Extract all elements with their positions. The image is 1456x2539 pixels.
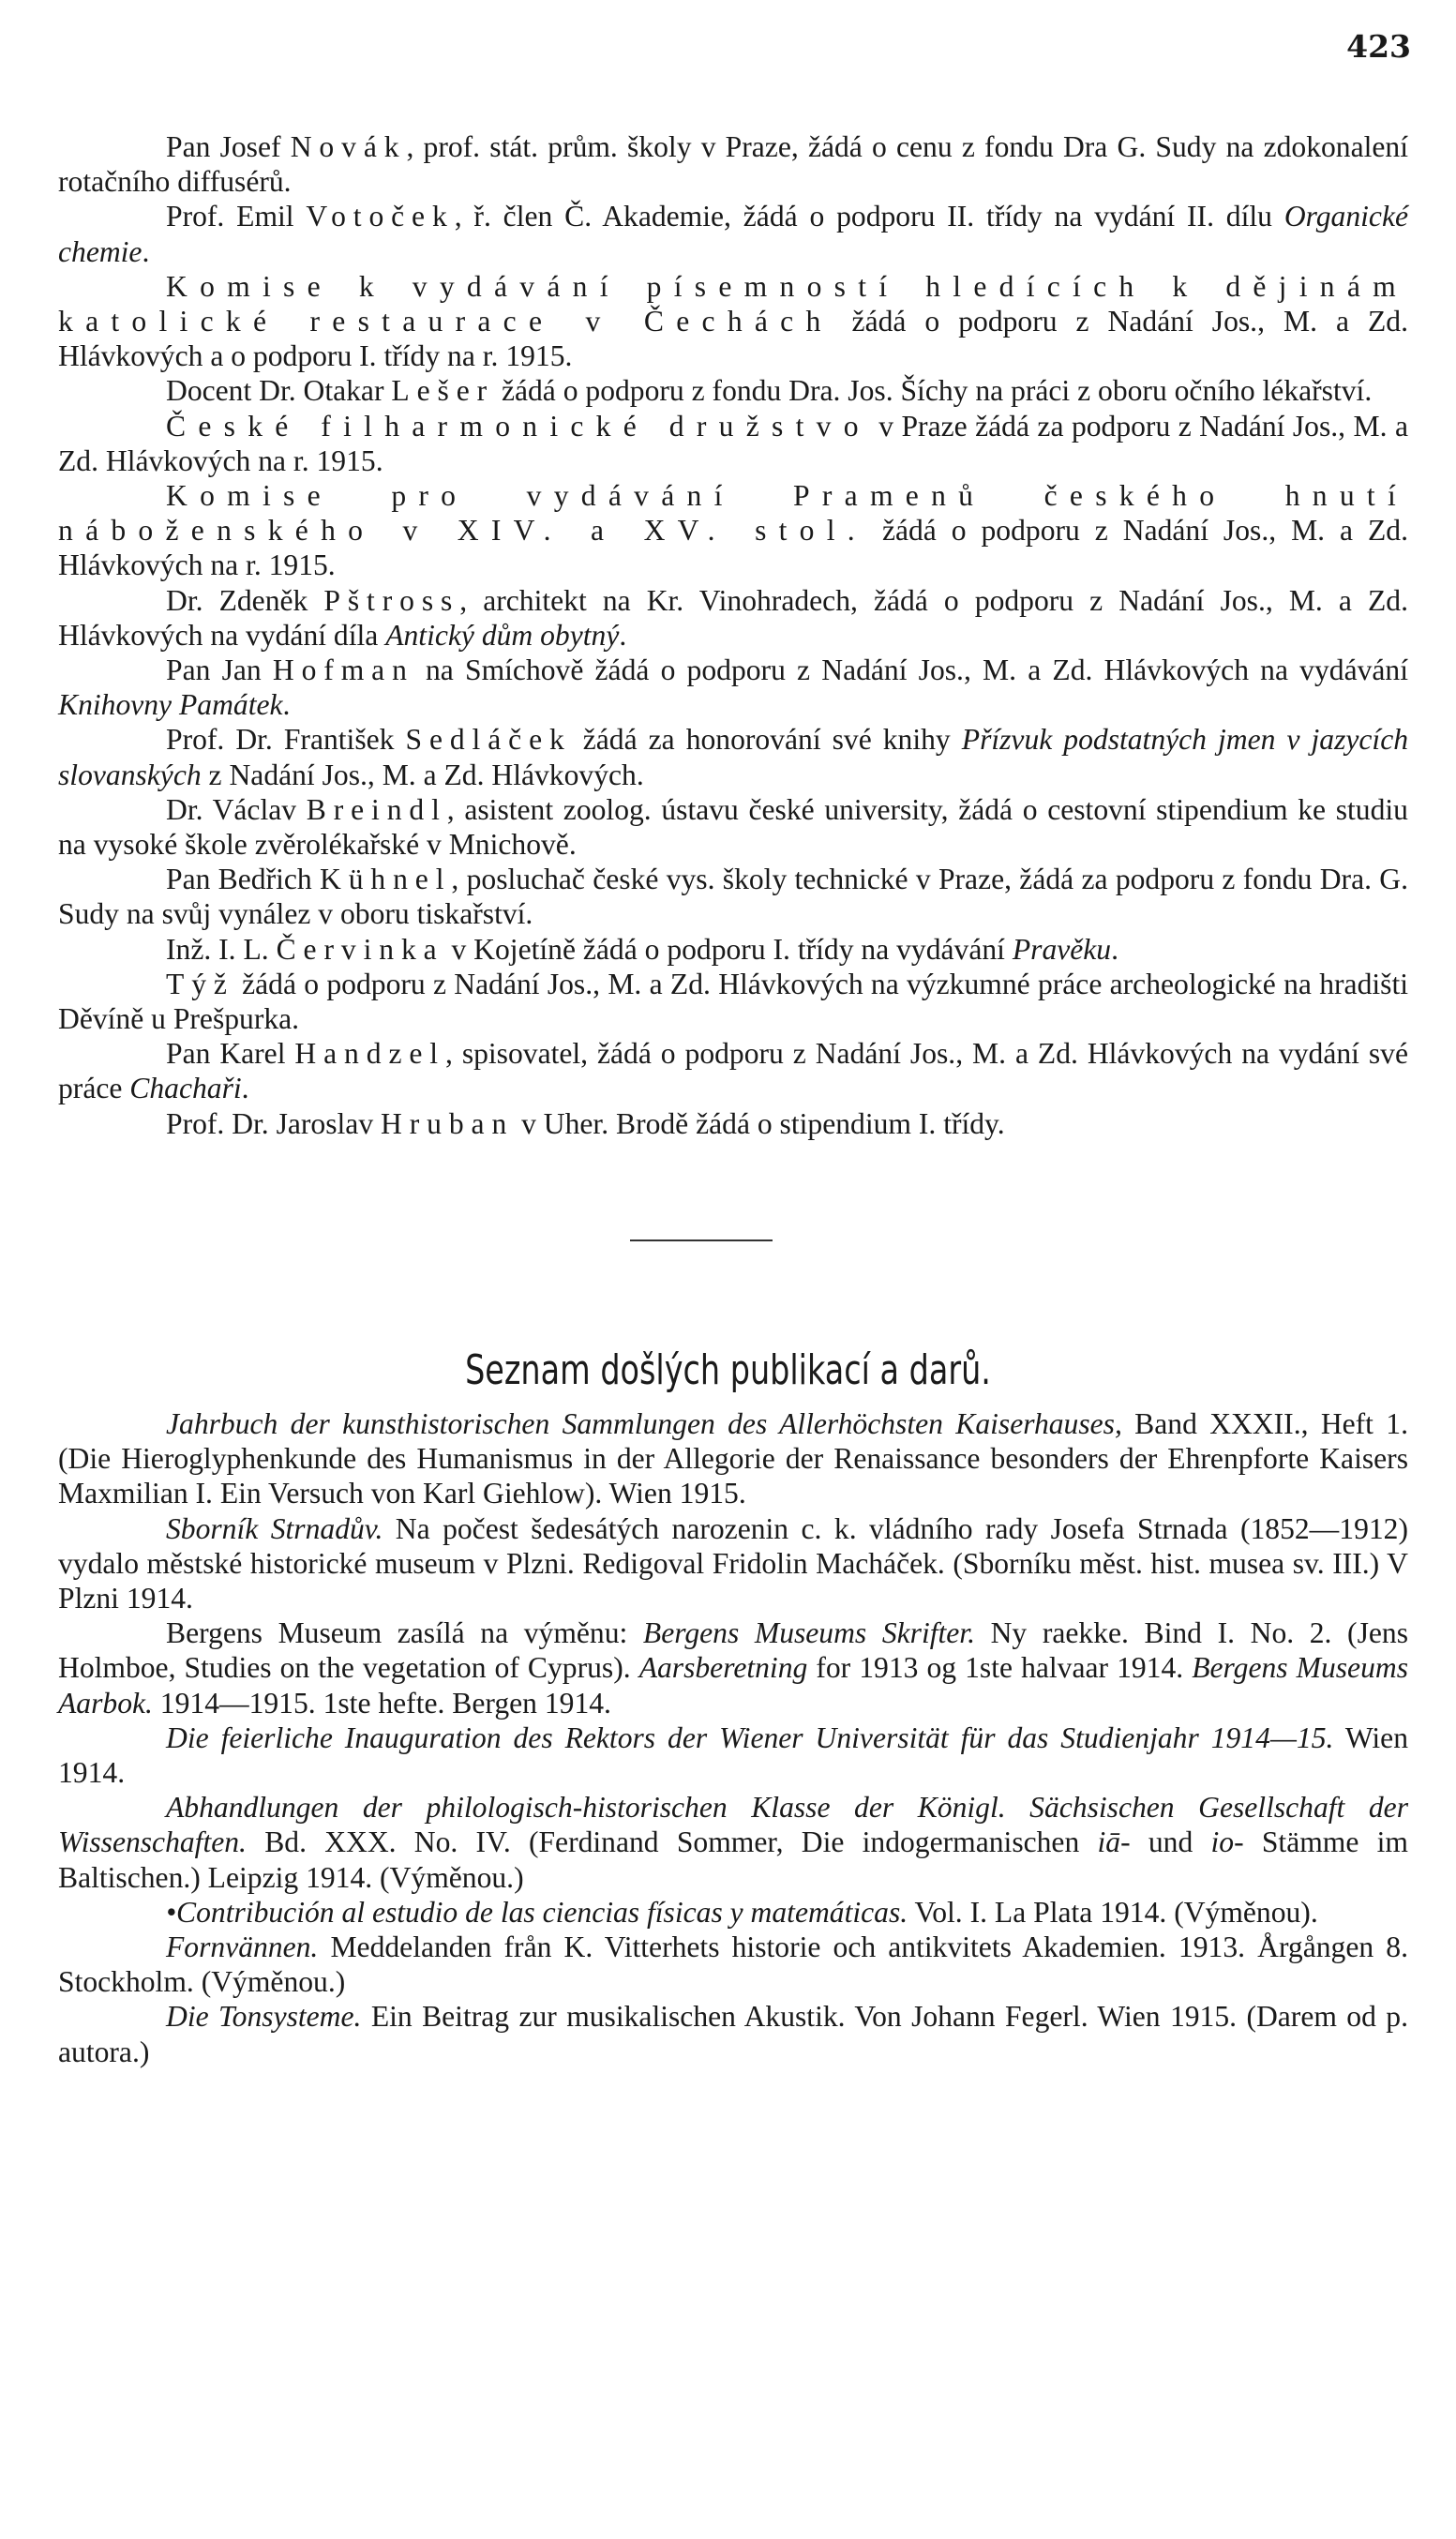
italic-title: Die Tonsysteme. <box>166 2000 362 2034</box>
entry-text: v Uher. Brodě žádá o stipendium I. třídy. <box>514 1106 1005 1140</box>
spaced-name: Lešer <box>391 374 495 408</box>
publication-entry <box>58 1511 1408 1616</box>
italic-title: io- <box>1210 1825 1244 1859</box>
entry-text: na Smíchově žádá o podporu z Nadání Jos., M. a Zd. Hlávkových na vydávání <box>413 654 1408 687</box>
entry-text: Prof. Emil <box>166 200 307 233</box>
entry-text: Meddelanden från K. Vitterhets historie och antikvitets Akademien. 1913. Årgången 8. Stockholm. (Výměnou.) <box>58 1931 1408 1999</box>
entry-text: Pan Karel <box>166 1037 295 1071</box>
entry-text: Prof. Dr. Jaroslav <box>166 1106 382 1140</box>
entry-text: Band XXXII., Heft 1. (Die Hieroglyphenkunde des Humanismus in der Allegorie der Renaissance besonders der Ehrenpforte Kaisers Maxmilian I. Ein Versuch von Karl Giehlow). Wien 1915. <box>58 1407 1408 1510</box>
entry-text: . <box>142 234 150 268</box>
entry-text: žádá o podporu z Nadání Jos., M. a Zd. Hlávkových na r. 1915. <box>58 514 1408 582</box>
entry-text: žádá o podporu z Nadání Jos., M. a Zd. Hlávkových na výzkumné práce archeologické na hradišti Děvíně u Prešpurka. <box>58 967 1408 1036</box>
italic-title: Organické chemie <box>58 200 1408 268</box>
request-entry <box>58 792 1408 862</box>
entry-text: žádá o podporu z fondu Dra. Jos. Šíchy na práci z oboru očního lékařství. <box>494 374 1373 408</box>
italic-title: Fornvännen. <box>166 1931 319 1964</box>
request-entry <box>58 583 1408 653</box>
request-entry <box>58 409 1408 478</box>
entry-text: , ř. člen Č. Akademie, žádá o podporu II. třídy na vydání II. dílu <box>454 200 1284 233</box>
spaced-name: Hruban <box>381 1106 515 1140</box>
spaced-name: Pštross <box>323 583 460 617</box>
entry-text: . <box>619 618 627 652</box>
entry-text: Bd. XXX. No. IV. (Ferdinand Sommer, Die indogermanischen <box>246 1825 1098 1859</box>
entry-text: Prof. Dr. František <box>166 723 406 757</box>
page-number: 423 <box>1346 28 1411 65</box>
publication-entry <box>58 1790 1408 1895</box>
spaced-name: České filharmonické družstvo <box>166 409 871 443</box>
request-entry <box>58 199 1408 268</box>
italic-title: Bergens Museums Aarbok. <box>58 1651 1408 1720</box>
italic-title: Die feierliche Inauguration des Rektors der Wiener Universität für das Studienjahr 1914—15. <box>166 1720 1334 1754</box>
italic-title: Aarsberetning <box>638 1651 808 1685</box>
entry-text: žádá o podporu z Nadání Jos., M. a Zd. Hlávkových a o podporu I. třídy na r. 1915. <box>58 305 1408 373</box>
italic-title: •Contribución al estudio de las ciencias físicas y matemáticas. <box>166 1895 908 1929</box>
entry-text: . <box>282 688 291 722</box>
request-entry <box>58 653 1408 722</box>
entry-text: , posluchač české vys. školy technické v Praze, žádá za podporu z fondu Dra. G. Sudy na svůj vynález v oboru tiskařství. <box>58 863 1408 931</box>
entry-text: Inž. I. L. <box>166 932 277 966</box>
entry-text: Ny raekke. Bind I. No. 2. (Jens Holmboe, Studies on the vegetation of Cyprus). <box>58 1616 1408 1685</box>
publication-entry <box>58 1615 1408 1720</box>
request-entry <box>58 1036 1408 1105</box>
entry-text: Stämme im Baltischen.) Leipzig 1914. (Výměnou.) <box>58 1825 1408 1894</box>
request-entry <box>58 1106 1408 1141</box>
entry-text: 1914—1915. 1ste hefte. Bergen 1914. <box>152 1686 611 1720</box>
entry-text: Bergens Museum zasílá na výměnu: <box>166 1616 643 1650</box>
italic-title: Antický dům obytný <box>385 618 620 652</box>
spaced-name: Hofman <box>272 654 414 687</box>
entry-text: und <box>1130 1825 1211 1859</box>
spaced-name: Votoček <box>306 200 455 233</box>
entry-text: for 1913 og 1ste halvaar 1914. <box>807 1651 1193 1685</box>
entry-text: v Praze žádá za podporu z Nadání Jos., M. a Zd. Hlávkových na r. 1915. <box>58 409 1408 477</box>
italic-title: iā- <box>1097 1825 1131 1859</box>
entry-text: . <box>1111 932 1119 966</box>
entry-text: Wien 1914. <box>58 1720 1409 1790</box>
entry-text: Dr. Zdeněk <box>166 583 324 617</box>
italic-title: Jahrbuch der kunsthistorischen Sammlungen des Allerhöchsten Kaiserhauses, <box>166 1407 1122 1440</box>
entry-text: Pan Jan <box>166 654 273 687</box>
request-entry <box>58 129 1408 199</box>
publication-entry <box>58 1895 1408 1930</box>
request-entry <box>58 932 1408 967</box>
entry-text: z Nadání Jos., M. a Zd. Hlávkových. <box>201 758 644 791</box>
entry-text: , architekt na Kr. Vinohradech, žádá o podporu z Nadání Jos., M. a Zd. Hlávkových na vydání díla <box>58 583 1408 652</box>
entry-text: žádá za honorování své knihy <box>571 723 962 757</box>
spaced-name: Červinka <box>276 932 444 966</box>
request-entry <box>58 478 1408 583</box>
entry-text: , spisovatel, žádá o podporu z Nadání Jos., M. a Zd. Hlávkových na vydání své práce <box>58 1037 1408 1105</box>
request-entry <box>58 373 1408 408</box>
spaced-name: Komise k vydávání písemností hledících k dějinám katolické restaurace v Čechách <box>58 269 1408 338</box>
italic-title: Abhandlungen der philologisch-historischen Klasse der Königl. Sächsischen Gesellschaft der Wissenschaften. <box>58 1791 1408 1859</box>
entry-text: Vol. I. La Plata 1914. (Výměnou). <box>908 1895 1318 1929</box>
entry-text: . <box>241 1072 249 1105</box>
publication-entry <box>58 1999 1408 2068</box>
entry-text: , asistent zoolog. ústavu české university, žádá o cestovní stipendium ke studiu na vysoké škole zvěrolékařské v Mnichově. <box>58 792 1408 862</box>
italic-title: Pravěku <box>1012 932 1112 966</box>
publication-entry <box>58 1720 1408 1790</box>
entry-text: Docent Dr. Otakar <box>166 374 392 408</box>
requests-list <box>58 129 1408 1141</box>
entry-text: v Kojetíně žádá o podporu I. třídy na vydávání <box>443 932 1013 966</box>
italic-title: Chachaři <box>129 1072 242 1105</box>
entry-text: Dr. Václav <box>166 792 307 826</box>
italic-title: Knihovny Památek <box>58 688 283 722</box>
section-title: Seznam došlých publikací a darů. <box>465 1346 991 1394</box>
spaced-name: Handzel <box>294 1037 445 1071</box>
spaced-name: Novák <box>290 130 407 163</box>
publications-list <box>58 1406 1408 2069</box>
request-entry <box>58 862 1408 931</box>
italic-title: Bergens Museums Skrifter. <box>642 1616 975 1650</box>
request-entry <box>58 967 1408 1036</box>
entry-text: Na počest šedesátých narozenin c. k. vládního rady Josefa Strnada (1852—1912) vydalo městské historické museum v Plzni. Redigoval Fridolin Macháček. (Sborníku měst. hist. musea sv. III.) V Plzni 1914. <box>58 1511 1408 1615</box>
entry-text: Pan Bedřich <box>166 863 320 896</box>
entry-text: Ein Beitrag zur musikalischen Akustik. Von Johann Fegerl. Wien 1915. (Darem od p. autora.) <box>58 2000 1408 2068</box>
entry-text: Pan Josef <box>166 130 291 163</box>
italic-title: Sborník Strnadův. <box>166 1511 383 1545</box>
italic-title: Přízvuk podstatných jmen v jazycích slovanských <box>58 723 1409 791</box>
spaced-name: Týž <box>166 967 234 1000</box>
spaced-name: Komise pro vydávání Pramenů českého hnutí náboženského v XIV. a XV. stol. <box>58 479 1408 548</box>
spaced-name: Kühnel <box>320 863 452 896</box>
spaced-name: Sedláček <box>405 723 572 757</box>
publication-entry <box>58 1930 1408 1999</box>
entry-text: , prof. stát. prům. školy v Praze, žádá o cenu z fondu Dra G. Sudy na zdokonalení rotačního diffusérů. <box>58 130 1408 199</box>
request-entry <box>58 722 1408 791</box>
request-entry <box>58 269 1408 374</box>
spaced-name: Breindl <box>306 792 447 826</box>
section-divider <box>630 1239 773 1241</box>
publication-entry <box>58 1406 1408 1511</box>
